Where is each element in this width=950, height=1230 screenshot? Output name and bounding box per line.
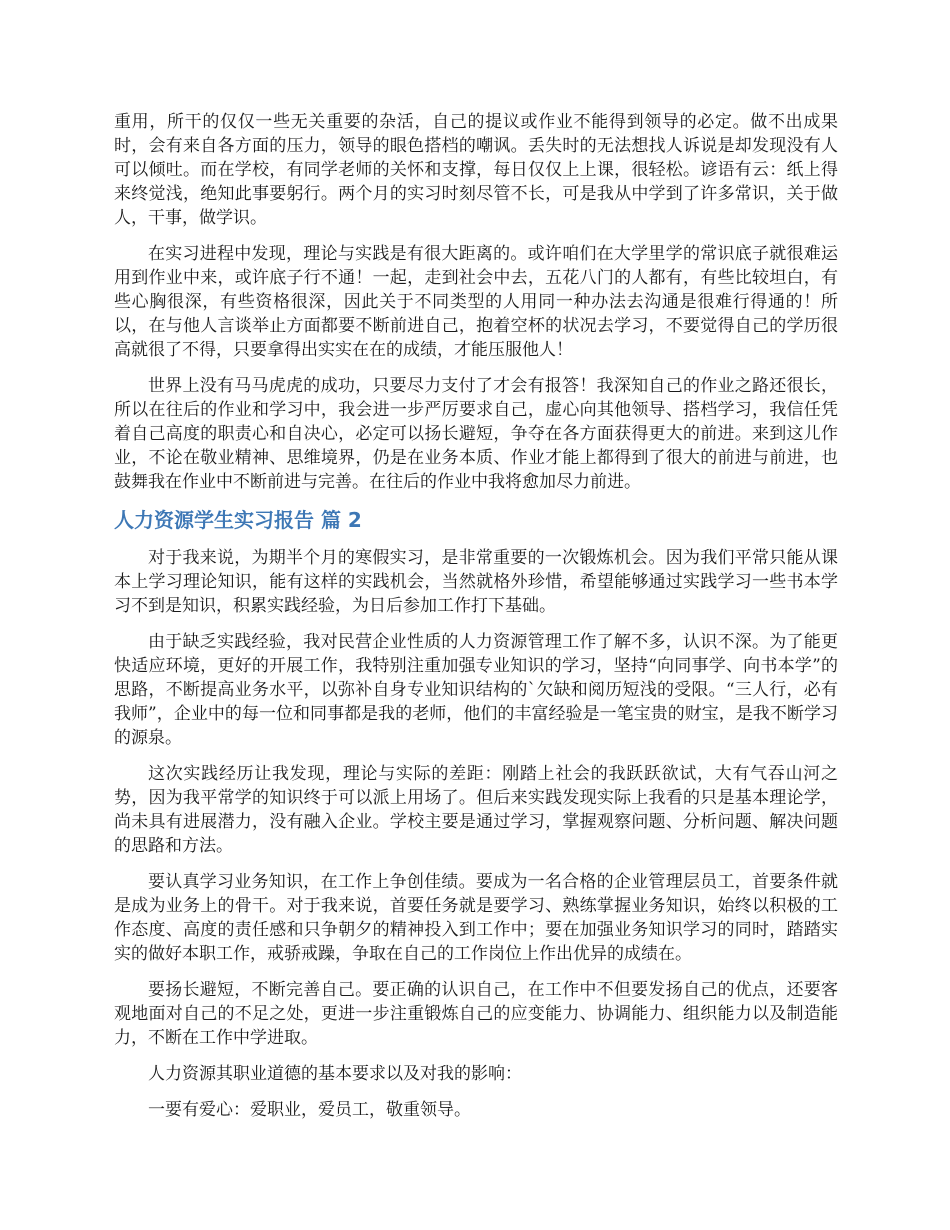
paragraph: 在实习进程中发现，理论与实践是有很大距离的。或许咱们在大学里学的常识底子就很难运用到作业中来，或许底子行不通！一起，走到社会中去，五花八门的人都有，有些比较坦白，有些心胸很深，有些资格很深，因此关于不同类型的人用同一种办法去沟通是很难行得通的！所以，在与他人言谈举止方面都要不断前进自己，抱着空杯的状况去学习，不要觉得自己的学历很高就很了不得，只要拿得出实实在在的成绩，才能压服他人！ <box>114 244 838 360</box>
paragraph: 由于缺乏实践经验，我对民营企业性质的人力资源管理工作了解不多，认识不深。为了能更快适应环境，更好的开展工作，我特别注重加强专业知识的学习，坚持“向同事学、向书本学”的思路，不断提高业务水平，以弥补自身专业知识结构的`欠缺和阅历短浅的受限。“三人行，必有我师”，企业中的每一位和同事都是我的老师，他们的丰富经验是一笔宝贵的财宝，是我不断学习的源泉。 <box>114 632 838 748</box>
section-heading: 人力资源学生实习报告 篇 2 <box>114 508 362 532</box>
paragraph: 重用，所干的仅仅一些无关重要的杂活，自己的提议或作业不能得到领导的必定。做不出成果时，会有来自各方面的压力，领导的眼色搭档的嘲讽。丢失时的无法想找人诉说是却发现没有人可以倾吐。而在学校，有同学老师的关怀和支撑，每日仅仅上上课，很轻松。谚语有云：纸上得来终觉浅，绝知此事要躬行。两个月的实习时刻尽管不长，可是我从中学到了许多常识，关于做人，干事，做学识。 <box>114 112 838 228</box>
paragraph: 一要有爱心：爱职业，爱员工，敬重领导。 <box>148 1100 471 1120</box>
paragraph: 对于我来说，为期半个月的寒假实习，是非常重要的一次锻炼机会。因为我们平常只能从课本上学习理论知识，能有这样的实践机会，当然就格外珍惜，希望能够通过实践学习一些书本学习不到是知识，积累实践经验，为日后参加工作打下基础。 <box>114 548 838 616</box>
paragraph: 这次实践经历让我发现，理论与实际的差距：刚踏上社会的我跃跃欲试，大有气吞山河之势，因为我平常学的知识终于可以派上用场了。但后来实践发现实际上我看的只是基本理论学，尚未具有进展潜力，没有融入企业。学校主要是通过学习，掌握观察问题、分析问题、解决问题的思路和方法。 <box>114 764 838 856</box>
paragraph: 世界上没有马马虎虎的成功，只要尽力支付了才会有报答！我深知自己的作业之路还很长，所以在往后的作业和学习中，我会进一步严厉要求自己，虚心向其他领导、搭档学习，我信任凭着自己高度的职责心和自决心，必定可以扬长避短，争夺在各方面获得更大的前进。来到这儿作业，不论在敬业精神、思维境界，仍是在业务本质、作业才能上都得到了很大的前进与前进，也鼓舞我在作业中不断前进与完善。在往后的作业中我将愈加尽力前进。 <box>114 376 838 492</box>
paragraph: 人力资源其职业道德的基本要求以及对我的影响： <box>148 1064 522 1084</box>
paragraph: 要认真学习业务知识，在工作上争创佳绩。要成为一名合格的企业管理层员工，首要条件就是成为业务上的骨干。对于我来说，首要任务就是要学习、熟练掌握业务知识，始终以积极的工作态度、高度的责任感和只争朝夕的精神投入到工作中；要在加强业务知识学习的同时，踏踏实实的做好本职工作，戒骄戒躁，争取在自己的工作岗位上作出优异的成绩在。 <box>114 872 838 964</box>
paragraph: 要扬长避短，不断完善自己。要正确的认识自己，在工作中不但要发扬自己的优点，还要客观地面对自己的不足之处，更进一步注重锻炼自己的应变能力、协调能力、组织能力以及制造能力，不断在工作中学进取。 <box>114 980 838 1048</box>
document-body <box>114 110 838 1134</box>
